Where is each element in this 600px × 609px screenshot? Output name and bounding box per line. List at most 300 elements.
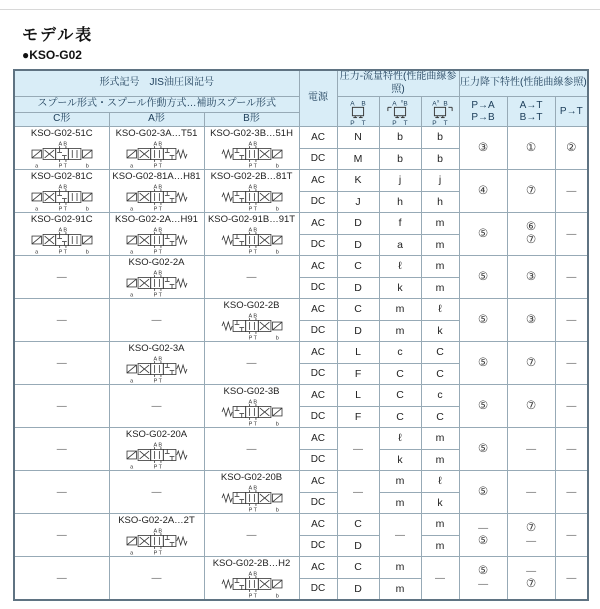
svg-text:P T: P T [248, 206, 257, 212]
flow-char-ac: C [379, 385, 421, 407]
model-series-label: ●KSO-G02 [22, 48, 82, 62]
pressure-drop-ref-1 [459, 342, 507, 385]
valve-symbol-diagram [116, 182, 198, 212]
svg-text:T: T [443, 120, 448, 126]
flow-char-merged [337, 471, 379, 514]
power-dc-label: DC [299, 320, 337, 342]
flow-char-dc: m [379, 578, 421, 600]
model-cell-c-row5 [14, 299, 109, 342]
svg-text:A B: A B [248, 227, 257, 234]
model-code: KSO-G02-81C [30, 171, 93, 182]
model-row-6-ac [14, 342, 588, 364]
model-cell-c-row3 [14, 213, 109, 256]
no-model-dash: — [151, 486, 162, 498]
pressure-drop-ref-2 [507, 127, 555, 170]
header-power: 電源 [299, 70, 337, 127]
model-row-10-ac [14, 514, 588, 536]
pressure-drop-ref-3 [555, 428, 588, 471]
flow-char-ac: ℓ [379, 428, 421, 450]
curve-number: ⑤ [477, 270, 489, 283]
flow-char-ac: b [379, 127, 421, 149]
no-model-dash: — [246, 529, 257, 541]
model-code: KSO-G02-2A [128, 257, 185, 268]
drop-label: B→T [519, 111, 543, 123]
curve-number: ① [525, 141, 537, 154]
no-value-dash: — [566, 486, 577, 498]
svg-text:b: b [275, 249, 279, 255]
flow-char-ac: m [379, 471, 421, 493]
model-cell-b-row1 [204, 127, 299, 170]
svg-text:B: B [361, 100, 366, 108]
flow-char-dc: D [337, 277, 379, 299]
svg-text:A B: A B [58, 227, 67, 234]
svg-text:A B: A B [152, 141, 162, 148]
flow-char-dc: J [337, 191, 379, 213]
svg-text:a: a [129, 163, 133, 169]
valve-center-position-icon [337, 97, 379, 127]
valve-symbol-diagram [116, 268, 198, 298]
svg-text:A B: A B [152, 442, 162, 449]
svg-text:A B: A B [248, 485, 257, 492]
svg-text:T: T [361, 120, 366, 126]
model-table [13, 69, 589, 601]
flow-char-dc: M [337, 148, 379, 170]
pressure-drop-ref-3 [555, 256, 588, 299]
svg-text:A B: A B [248, 141, 257, 148]
flow-char-dc: F [337, 406, 379, 428]
valve-symbol-diagram [211, 225, 293, 255]
no-model-dash: — [151, 572, 162, 584]
model-cell-b-row2 [204, 170, 299, 213]
model-cell-a-row4 [109, 256, 204, 299]
power-ac-label: AC [299, 127, 337, 149]
svg-text:A B: A B [248, 571, 257, 578]
pressure-drop-ref-1 [459, 299, 507, 342]
model-code: KSO-G02-20B [220, 472, 283, 483]
svg-text:P T: P T [58, 163, 67, 169]
no-value-dash: — [566, 400, 577, 412]
curve-number: ⑤ [477, 485, 489, 498]
svg-text:P: P [350, 120, 355, 126]
model-row-11-ac [14, 557, 588, 579]
valve-symbol-diagram [211, 139, 293, 169]
model-row-4-ac [14, 256, 588, 278]
no-value-dash: — [566, 529, 577, 541]
valve-b-offset-position-icon [421, 97, 459, 127]
no-value-dash: — [353, 444, 364, 455]
valve-symbol-diagram [116, 225, 198, 255]
pressure-drop-ref-2 [507, 385, 555, 428]
curve-number: ⑤ [477, 399, 489, 412]
pressure-drop-ref-1 [459, 385, 507, 428]
no-value-dash: — [566, 443, 577, 455]
header-type-c: C形 [14, 113, 109, 127]
no-value-dash: — [526, 536, 537, 547]
curve-number: ⑤ [477, 535, 489, 547]
svg-text:b: b [85, 163, 89, 169]
no-value-dash: — [566, 228, 577, 240]
power-dc-label: DC [299, 234, 337, 256]
model-row-1-ac [14, 127, 588, 149]
curve-number: ④ [477, 184, 489, 197]
model-cell-b-row10 [204, 514, 299, 557]
no-value-dash: — [566, 271, 577, 283]
flow-char-dc: h [379, 191, 421, 213]
drop-label: P→A [471, 99, 495, 111]
flow-char-ac: C [337, 256, 379, 278]
svg-text:P T: P T [248, 421, 257, 427]
svg-text:A B: A B [152, 528, 162, 535]
svg-text:b: b [275, 163, 279, 169]
curve-number: ⑥ [525, 221, 537, 233]
svg-text:A B: A B [152, 356, 162, 363]
power-dc-label: DC [299, 492, 337, 514]
svg-text:b: b [275, 421, 279, 427]
drop-label: P→B [471, 111, 495, 123]
model-cell-a-row3 [109, 213, 204, 256]
model-cell-a-row1 [109, 127, 204, 170]
svg-text:A B: A B [248, 313, 257, 320]
model-code: KSO-G02-3B…51H [210, 128, 293, 139]
model-code: KSO-G02-91B…91T [207, 214, 296, 225]
no-value-dash: — [353, 487, 364, 498]
valve-symbol-diagram [116, 526, 198, 556]
pressure-drop-ref-1 [459, 557, 507, 601]
valve-symbol-diagram [211, 483, 293, 513]
flow-char-ac: L [337, 385, 379, 407]
valve-a-offset-position-icon [379, 97, 421, 127]
flow-char-ac: m [379, 299, 421, 321]
model-cell-c-row7 [14, 385, 109, 428]
model-code: KSO-G02-3A [128, 343, 185, 354]
no-model-dash: — [246, 271, 257, 283]
curve-number: ③ [525, 313, 537, 326]
flow-char-dc: m [421, 535, 459, 557]
pressure-drop-ref-2 [507, 557, 555, 601]
valve-symbol-diagram [21, 182, 103, 212]
model-cell-c-row2 [14, 170, 109, 213]
flow-char-merged [421, 557, 459, 601]
valve-symbol-diagram [21, 225, 103, 255]
pressure-drop-ref-2 [507, 428, 555, 471]
power-dc-label: DC [299, 148, 337, 170]
model-row-8-ac [14, 428, 588, 450]
no-model-dash: — [151, 400, 162, 412]
svg-text:A B: A B [152, 270, 162, 277]
flow-char-ac: f [379, 213, 421, 235]
model-cell-c-row9 [14, 471, 109, 514]
pressure-drop-ref-2 [507, 514, 555, 557]
power-ac-label: AC [299, 299, 337, 321]
flow-char-dc: m [421, 234, 459, 256]
model-row-2-ac [14, 170, 588, 192]
svg-text:T: T [403, 120, 408, 126]
flow-char-ac: C [421, 342, 459, 364]
model-row-7-ac [14, 385, 588, 407]
svg-text:a: a [129, 550, 133, 556]
flow-char-ac: C [337, 299, 379, 321]
header-drop-at-bt [507, 97, 555, 127]
curve-number: ③ [477, 141, 489, 154]
no-value-dash: — [435, 573, 446, 584]
flow-char-dc: h [421, 191, 459, 213]
flow-char-dc: b [421, 148, 459, 170]
power-dc-label: DC [299, 406, 337, 428]
flow-char-ac: j [379, 170, 421, 192]
header-model-symbol: 形式記号 JIS油圧図記号 [14, 70, 299, 97]
pressure-drop-ref-3 [555, 213, 588, 256]
model-cell-c-row6 [14, 342, 109, 385]
no-model-dash: — [56, 486, 67, 498]
model-cell-a-row7 [109, 385, 204, 428]
model-cell-a-row11 [109, 557, 204, 601]
curve-number: ⑦ [525, 578, 537, 590]
no-model-dash: — [56, 357, 67, 369]
no-model-dash: — [56, 529, 67, 541]
curve-number: ② [566, 141, 577, 154]
svg-text:P T: P T [153, 550, 162, 556]
svg-text:A B: A B [152, 184, 162, 191]
flow-char-dc: m [379, 320, 421, 342]
flow-char-dc: k [421, 320, 459, 342]
no-value-dash: — [478, 523, 489, 534]
svg-text:P T: P T [248, 249, 257, 255]
model-code: KSO-G02-2B [223, 300, 280, 311]
svg-text:a: a [34, 206, 39, 212]
no-value-dash: — [526, 443, 537, 455]
svg-text:P T: P T [248, 335, 257, 341]
valve-symbol-diagram [116, 139, 198, 169]
drop-label: P→T [559, 105, 583, 117]
curve-number: ⑤ [477, 313, 489, 326]
flow-char-dc: k [421, 492, 459, 514]
model-cell-c-row11 [14, 557, 109, 601]
model-row-3-ac [14, 213, 588, 235]
curve-number: ⑦ [525, 356, 537, 369]
header-spool-row: スプール形式・スプール作動方式…補助スプール形式 [14, 97, 299, 113]
pressure-drop-ref-2 [507, 471, 555, 514]
flow-char-ac: c [421, 385, 459, 407]
no-value-dash: — [566, 572, 577, 584]
flow-char-ac: ℓ [421, 299, 459, 321]
no-model-dash: — [56, 572, 67, 584]
svg-text:P T: P T [248, 507, 257, 513]
svg-text:b: b [85, 249, 89, 255]
flow-char-ac: j [421, 170, 459, 192]
no-model-dash: — [56, 271, 67, 283]
svg-text:P T: P T [153, 292, 162, 298]
svg-text:A: A [350, 100, 355, 108]
power-ac-label: AC [299, 428, 337, 450]
power-ac-label: AC [299, 514, 337, 536]
flow-char-dc: k [379, 277, 421, 299]
svg-text:B: B [443, 100, 448, 108]
model-code: KSO-G02-2B…H2 [212, 558, 291, 569]
flow-char-ac: m [379, 557, 421, 579]
svg-text:A B: A B [152, 227, 162, 234]
svg-text:x: x [437, 98, 440, 104]
model-code: KSO-G02-91C [30, 214, 93, 225]
flow-char-dc: m [421, 277, 459, 299]
svg-text:A: A [432, 100, 437, 108]
model-cell-c-row1 [14, 127, 109, 170]
pressure-drop-ref-3 [555, 514, 588, 557]
svg-text:a: a [129, 292, 133, 298]
svg-text:P T: P T [58, 249, 67, 255]
power-ac-label: AC [299, 385, 337, 407]
model-code: KSO-G02-51C [30, 128, 93, 139]
model-cell-a-row6 [109, 342, 204, 385]
flow-char-ac: C [337, 514, 379, 536]
flow-char-dc: D [337, 320, 379, 342]
model-cell-b-row9 [204, 471, 299, 514]
power-dc-label: DC [299, 277, 337, 299]
svg-text:P: P [432, 120, 437, 126]
no-model-dash: — [56, 314, 67, 326]
svg-text:b: b [275, 335, 279, 341]
flow-char-ac: ℓ [379, 256, 421, 278]
curve-number: ⑦ [525, 184, 537, 197]
model-cell-c-row4 [14, 256, 109, 299]
valve-symbol-diagram [21, 139, 103, 169]
power-dc-label: DC [299, 578, 337, 600]
svg-text:A B: A B [248, 399, 257, 406]
svg-text:b: b [275, 507, 279, 513]
flow-char-dc: F [337, 363, 379, 385]
curve-number: ⑦ [525, 234, 537, 246]
no-value-dash: — [566, 185, 577, 197]
flow-char-ac: m [421, 256, 459, 278]
no-model-dash: — [246, 443, 257, 455]
svg-text:A B: A B [58, 184, 67, 191]
model-cell-a-row2 [109, 170, 204, 213]
flow-char-dc: D [337, 535, 379, 557]
catalog-page [0, 9, 600, 601]
model-code: KSO-G02-2A…H91 [115, 214, 198, 225]
svg-text:P T: P T [153, 206, 162, 212]
curve-number: ⑤ [477, 356, 489, 369]
model-row-9-ac [14, 471, 588, 493]
top-divider [0, 9, 600, 10]
model-cell-a-row5 [109, 299, 204, 342]
flow-char-dc: k [379, 449, 421, 471]
valve-symbol-diagram [211, 182, 293, 212]
pressure-drop-ref-1 [459, 213, 507, 256]
flow-char-dc: b [379, 148, 421, 170]
model-cell-b-row8 [204, 428, 299, 471]
pressure-drop-ref-3 [555, 385, 588, 428]
flow-char-merged [379, 514, 421, 557]
flow-char-ac: m [421, 213, 459, 235]
flow-char-ac: m [421, 428, 459, 450]
model-code: KSO-G02-3A…T51 [115, 128, 198, 139]
no-value-dash: — [526, 486, 537, 498]
pressure-drop-ref-1 [459, 428, 507, 471]
no-value-dash: — [566, 357, 577, 369]
svg-text:b: b [85, 206, 89, 212]
svg-text:P T: P T [58, 206, 67, 212]
no-model-dash: — [56, 443, 67, 455]
valve-symbol-diagram [116, 354, 198, 384]
valve-symbol-diagram [211, 569, 293, 599]
power-ac-label: AC [299, 213, 337, 235]
pressure-drop-ref-3 [555, 170, 588, 213]
model-code: KSO-G02-3B [223, 386, 280, 397]
model-cell-b-row3 [204, 213, 299, 256]
flow-char-dc: C [421, 363, 459, 385]
no-value-dash: — [478, 579, 489, 590]
power-ac-label: AC [299, 256, 337, 278]
model-cell-b-row4 [204, 256, 299, 299]
svg-text:P T: P T [153, 163, 162, 169]
curve-number: ⑦ [525, 399, 537, 412]
flow-char-merged [337, 428, 379, 471]
model-cell-b-row11 [204, 557, 299, 601]
pressure-drop-ref-1 [459, 514, 507, 557]
model-cell-c-row8 [14, 428, 109, 471]
svg-text:a: a [34, 163, 39, 169]
flow-char-dc: C [379, 363, 421, 385]
no-value-dash: — [566, 314, 577, 326]
flow-char-dc: m [421, 449, 459, 471]
no-value-dash: — [526, 566, 537, 577]
no-model-dash: — [151, 314, 162, 326]
model-code: KSO-G02-2B…81T [210, 171, 293, 182]
flow-char-ac: c [379, 342, 421, 364]
pressure-drop-ref-2 [507, 342, 555, 385]
model-row-5-ac [14, 299, 588, 321]
svg-text:A: A [392, 100, 397, 108]
svg-text:a: a [129, 249, 133, 255]
svg-text:P T: P T [153, 464, 162, 470]
flow-char-ac: K [337, 170, 379, 192]
svg-text:P: P [392, 120, 397, 126]
power-ac-label: AC [299, 471, 337, 493]
model-cell-b-row6 [204, 342, 299, 385]
svg-text:b: b [275, 206, 279, 212]
curve-number: ③ [525, 270, 537, 283]
power-dc-label: DC [299, 363, 337, 385]
flow-char-ac: b [421, 127, 459, 149]
header-drop-pa-pb [459, 97, 507, 127]
model-cell-c-row10 [14, 514, 109, 557]
svg-text:a: a [129, 464, 133, 470]
header-flow-title: 圧力-流量特性(性能曲線参照) [337, 70, 459, 97]
pressure-drop-ref-2 [507, 299, 555, 342]
model-cell-b-row7 [204, 385, 299, 428]
pressure-drop-ref-3 [555, 127, 588, 170]
svg-text:P T: P T [153, 378, 162, 384]
pressure-drop-ref-3 [555, 557, 588, 601]
pressure-drop-ref-2 [507, 256, 555, 299]
model-cell-a-row10 [109, 514, 204, 557]
svg-text:a: a [129, 206, 133, 212]
valve-symbol-diagram [211, 311, 293, 341]
power-ac-label: AC [299, 170, 337, 192]
flow-char-dc: C [379, 406, 421, 428]
curve-number: ⑤ [477, 227, 489, 240]
header-drop-pt [555, 97, 588, 127]
no-model-dash: — [246, 357, 257, 369]
model-cell-a-row9 [109, 471, 204, 514]
no-model-dash: — [56, 400, 67, 412]
pressure-drop-ref-3 [555, 299, 588, 342]
power-dc-label: DC [299, 535, 337, 557]
pressure-drop-ref-3 [555, 471, 588, 514]
flow-char-dc: D [337, 234, 379, 256]
model-code: KSO-G02-81A…H81 [112, 171, 201, 182]
header-type-b: B形 [204, 113, 299, 127]
